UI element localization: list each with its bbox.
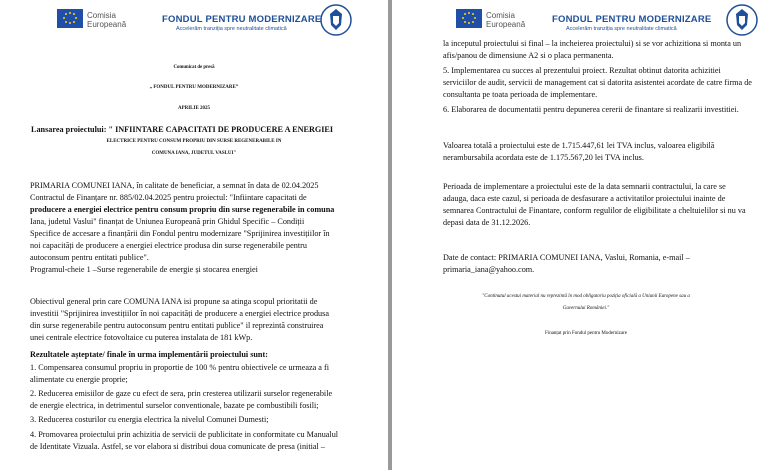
cont-line-3: 5. Implementarea cu succes al prezentului proiect. Rezultat obtinut datorita achizitiei — [443, 66, 721, 75]
fund-title: FONDUL PENTRU MODERNIZARE — [162, 14, 322, 25]
ec-name-line2: Europeană — [87, 20, 127, 29]
para1-line-7: autoconsum pentru entitati publice". — [30, 253, 149, 262]
result-line-1: 1. Compensarea consumul propriu in proportie de 100 % pentru obiectivele ce urmeaza a fi — [30, 363, 329, 372]
european-commission-label — [486, 11, 525, 29]
page-header — [392, 0, 780, 40]
para1-line-4: Iana, judetul Vaslui" finanțat de Uniunea Europeană prin Ghidul Specific – Condiții — [30, 217, 305, 226]
result-line-7: de Identitate Vizuala. Astfel, se vor elabora si distribui doua comunicate de presa (initial – — [30, 442, 325, 451]
document-page-right — [392, 0, 780, 470]
cont-line-2: afis/panou de dimensiune A2 si o placa permanenta. — [443, 51, 614, 60]
result-line-3: 2. Reducerea emisiilor de gaze cu efect de sera, prin cresterea utilizarii surselor regenerabile — [30, 389, 333, 398]
document-page-left — [0, 0, 388, 470]
fund-subtitle: Accelerăm tranziția spre neutralitate climatică — [176, 26, 287, 32]
disclaimer-line-1: "Continutul acestui material nu reprezintă în mod obligatoriu poziția oficială a Uniunii Europene sau a — [482, 294, 690, 299]
result-line-4: de energie electrica, in detrimentul surselor conventionale, bazate pe combustibili fosili; — [30, 401, 319, 410]
fund-quote-heading: „ FONDUL PENTRU MODERNIZARE” — [149, 85, 239, 90]
para1-line-3: producere a energiei electrice pentru consum propriu din surse regenerabile in comuna — [30, 205, 335, 214]
para1-line-5: Specifice de accesare a finanțării din Fondul pentru modernizare "Sprijinirea investițiilor în — [30, 229, 330, 238]
financed-by-line: Finanțat prin Fondul pentru Modernizare — [545, 331, 627, 336]
cont-line-5: consultanta pe toata perioada de implementare. — [443, 90, 598, 99]
eu-flag-icon — [57, 9, 83, 28]
contact-line-2: primaria_iana@yahoo.com. — [443, 265, 535, 274]
period-line-4: depasi data de 31.12.2026. — [443, 218, 531, 227]
ec-name-line1: Comisia — [87, 11, 116, 20]
para2-line-3: din surse regenerabile pentru autoconsum pentru entitati publice" il reprezintă construirea — [30, 321, 324, 330]
disclaimer-line-2: Guvernului României." — [562, 306, 610, 311]
para1-line-8: Programul-cheie 1 –Surse regenerabile de energie și stocarea energiei — [30, 265, 258, 274]
european-commission-label — [87, 11, 126, 29]
ec-name-line2: Europeană — [486, 20, 526, 29]
period-line-3: semnarea Contractului de Finantare, conform regulilor de eligibilitate a cheltuielilor si nu va — [443, 206, 746, 215]
para1-line-2: Contractul de Finanțare nr. 885/02.04.2025 pentru proiectul: "Infiintare capacitati de — [30, 193, 307, 202]
para1-line-1: PRIMARIA COMUNEI IANA, în calitate de beneficiar, a semnat în data de 02.04.2025 — [30, 181, 319, 190]
value-line-1: Valoarea totală a proiectului este de 1.715.447,61 lei TVA inclus, valoarea eligibilă — [443, 141, 715, 150]
launch-line-3: COMUNA IANA, JUDETUL VASLUI" — [151, 151, 237, 156]
comunicat-heading: Comunicat de presă — [173, 65, 215, 70]
results-heading: Rezultatele așteptate/ finale în urma implementării proiectului sunt: — [30, 350, 268, 359]
result-line-6: 4. Promovarea proiectului prin achizitia de servicii de publicitate in conformitate cu Manualul — [30, 430, 339, 439]
para2-line-4: unei centrale electrice fotovoltaice cu puterea instalata de 181 kWp. — [30, 333, 253, 342]
cont-line-6: 6. Elaborarea de documentatii pentru depunerea cererii de finantare si realizarii investitiei. — [443, 105, 739, 114]
value-line-2: nerambursabila acordata este de 1.175.567,20 lei TVA inclus. — [443, 153, 644, 162]
para2-line-2: investitii "Sprijinirea investițiilor în noi capacități de producere a energiei electrice produsa — [30, 309, 329, 318]
romanian-government-crest-icon — [320, 3, 352, 37]
result-line-2: alimentate cu energie proprie; — [30, 375, 128, 384]
period-line-2: adauga, daca este cazul, si perioada de desfasurare a activitatilor proiectului inainte de — [443, 194, 726, 203]
para1-line-6: noi capacități de producere a energiei electrice produsa din surse regenerabile pentru — [30, 241, 307, 250]
page-header — [0, 0, 388, 40]
eu-flag-icon — [456, 9, 482, 28]
fund-subtitle: Accelerăm tranziția spre neutralitate climatică — [566, 26, 677, 32]
period-line-1: Perioada de implementare a proiectului este de la data semnarii contractului, la care se — [443, 182, 726, 191]
fund-title: FONDUL PENTRU MODERNIZARE — [552, 14, 712, 25]
result-line-5: 3. Reducerea costurilor cu energia electrica la nivelul Comunei Dumesti; — [30, 415, 269, 424]
launch-line-1: Lansarea proiectului: " INFIINTARE CAPACITATI DE PRODUCERE A ENERGIEI — [31, 125, 334, 134]
contact-line-1: Date de contact: PRIMARIA COMUNEI IANA, Vaslui, Romania, e-mail – — [443, 253, 690, 262]
cont-line-4: serviciilor de audit, servicii de management cat si datorita asistentei acordate de catre firma de — [443, 78, 752, 87]
para2-line-1: Obiectivul general prin care COMUNA IANA isi propune sa atinga scopul prioritatii de — [30, 297, 318, 306]
ec-name-line1: Comisia — [486, 11, 515, 20]
cont-line-1: la inceputul proiectului si final – la incheierea proiectului) si se vor achizitiona si monta un — [443, 39, 742, 48]
romanian-government-crest-icon — [726, 3, 758, 37]
launch-line-2: ELECTRICE PENTRU CONSUM PROPRIU DIN SURSE REGENERABILE IN — [106, 139, 282, 144]
date-heading: APRILIE 2025 — [177, 106, 211, 111]
